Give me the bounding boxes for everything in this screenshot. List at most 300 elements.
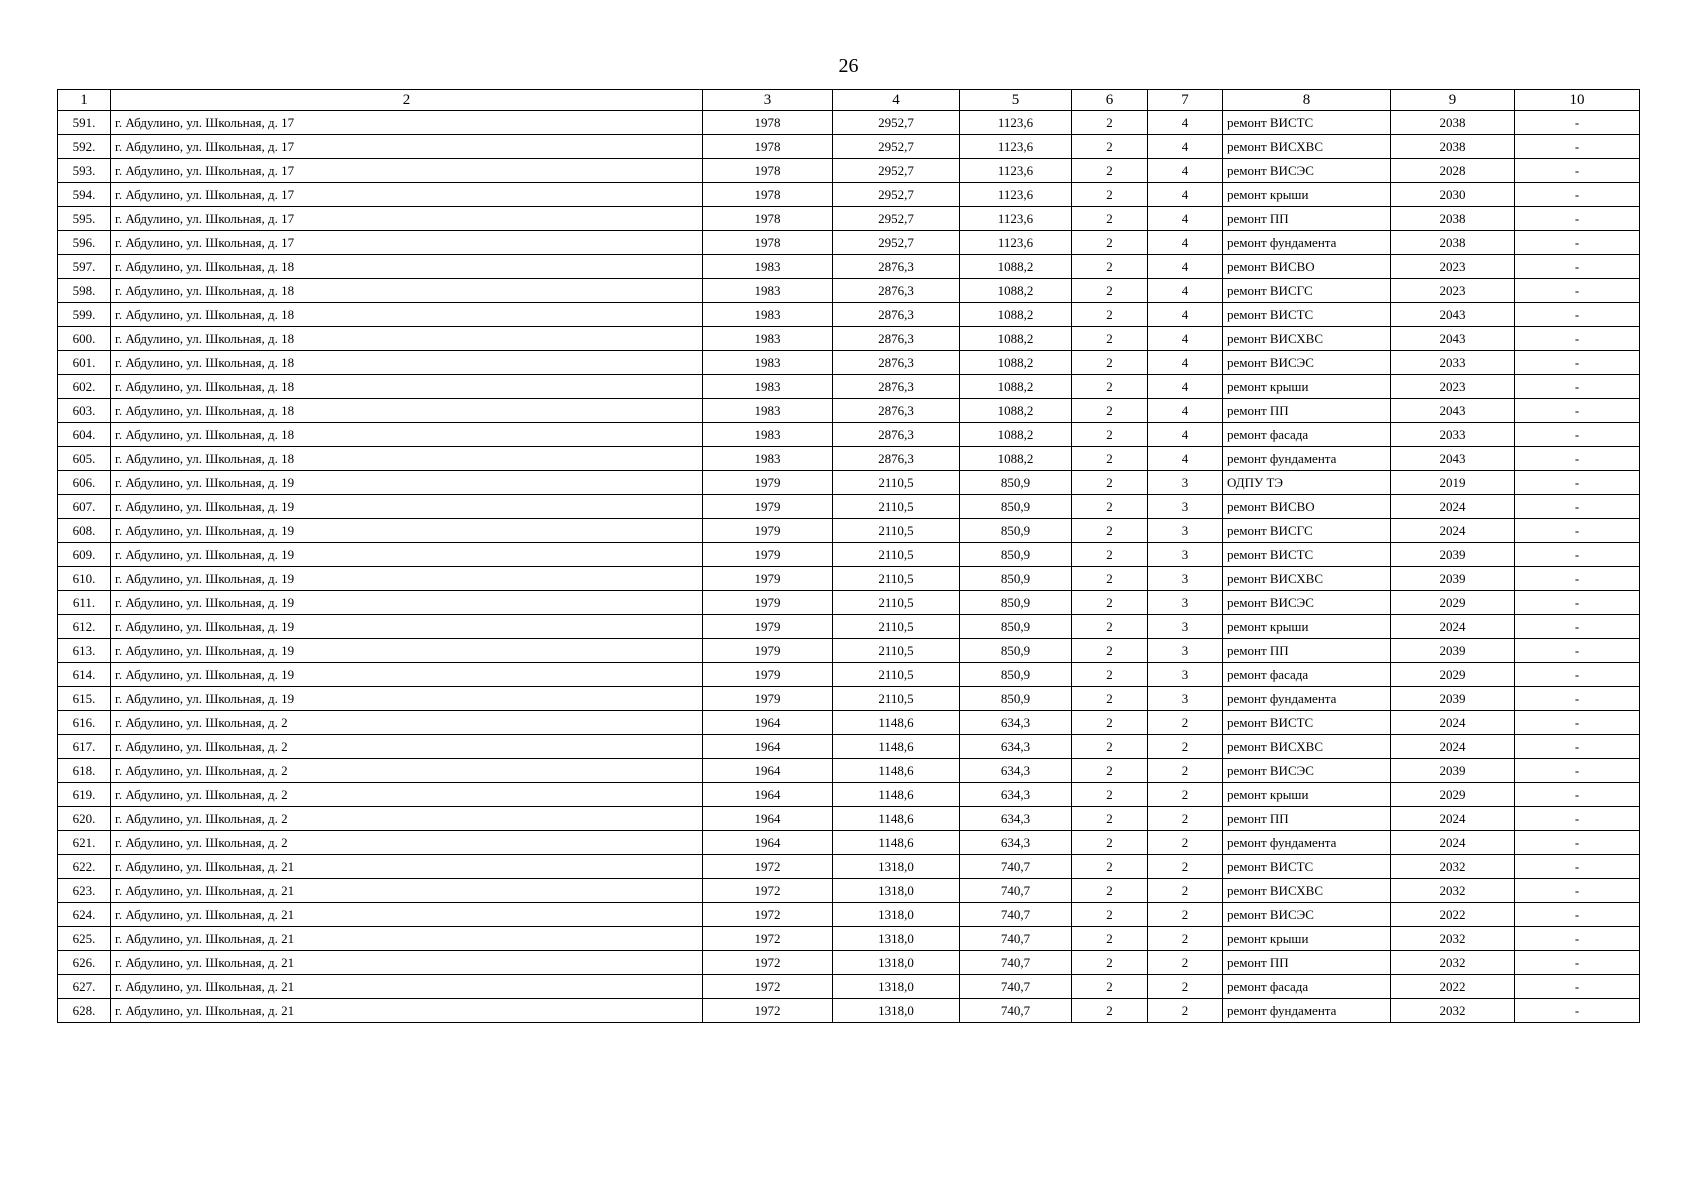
cell-col-10-value: - [1515, 159, 1640, 183]
cell-work-type: ремонт ПП [1223, 399, 1391, 423]
table-body [58, 111, 1640, 1023]
cell-col-6-value: 2 [1072, 951, 1148, 975]
cell-planned-year: 2038 [1391, 135, 1515, 159]
cell-living-area: 1088,2 [960, 423, 1072, 447]
cell-col-7-value: 4 [1148, 303, 1223, 327]
cell-col-7-value: 2 [1148, 807, 1223, 831]
table-row [58, 375, 1640, 399]
cell-living-area: 1088,2 [960, 447, 1072, 471]
cell-col-10-value: - [1515, 303, 1640, 327]
cell-col-6-value: 2 [1072, 471, 1148, 495]
cell-col-6-value: 2 [1072, 591, 1148, 615]
cell-planned-year: 2024 [1391, 519, 1515, 543]
table-row [58, 135, 1640, 159]
cell-total-area: 2952,7 [833, 207, 960, 231]
column-header-2: 2 [111, 90, 703, 111]
cell-work-type: ремонт фундамента [1223, 447, 1391, 471]
cell-work-type: ремонт ВИСХВС [1223, 879, 1391, 903]
cell-planned-year: 2039 [1391, 639, 1515, 663]
cell-total-area: 1148,6 [833, 711, 960, 735]
cell-row-number: 599. [58, 303, 111, 327]
cell-col-7-value: 2 [1148, 927, 1223, 951]
cell-living-area: 634,3 [960, 783, 1072, 807]
cell-col-7-value: 4 [1148, 375, 1223, 399]
cell-total-area: 1318,0 [833, 975, 960, 999]
cell-row-number: 601. [58, 351, 111, 375]
cell-address: г. Абдулино, ул. Школьная, д. 21 [111, 999, 703, 1023]
cell-living-area: 634,3 [960, 807, 1072, 831]
cell-row-number: 616. [58, 711, 111, 735]
cell-year-built: 1979 [703, 567, 833, 591]
cell-living-area: 850,9 [960, 615, 1072, 639]
cell-work-type: ремонт фундамента [1223, 231, 1391, 255]
cell-col-10-value: - [1515, 783, 1640, 807]
cell-row-number: 603. [58, 399, 111, 423]
cell-col-6-value: 2 [1072, 159, 1148, 183]
cell-living-area: 1123,6 [960, 207, 1072, 231]
cell-year-built: 1964 [703, 807, 833, 831]
cell-planned-year: 2033 [1391, 423, 1515, 447]
table-row [58, 207, 1640, 231]
cell-planned-year: 2029 [1391, 591, 1515, 615]
cell-year-built: 1964 [703, 783, 833, 807]
cell-living-area: 850,9 [960, 519, 1072, 543]
cell-year-built: 1983 [703, 303, 833, 327]
table-row [58, 879, 1640, 903]
cell-total-area: 1148,6 [833, 807, 960, 831]
cell-living-area: 1123,6 [960, 111, 1072, 135]
table-row [58, 951, 1640, 975]
cell-row-number: 611. [58, 591, 111, 615]
cell-planned-year: 2029 [1391, 663, 1515, 687]
cell-row-number: 609. [58, 543, 111, 567]
cell-year-built: 1964 [703, 759, 833, 783]
cell-year-built: 1972 [703, 855, 833, 879]
cell-col-10-value: - [1515, 183, 1640, 207]
cell-work-type: ремонт ВИСХВС [1223, 735, 1391, 759]
cell-address: г. Абдулино, ул. Школьная, д. 19 [111, 639, 703, 663]
cell-planned-year: 2024 [1391, 831, 1515, 855]
cell-planned-year: 2023 [1391, 375, 1515, 399]
cell-year-built: 1979 [703, 519, 833, 543]
cell-work-type: ремонт фасада [1223, 423, 1391, 447]
cell-col-7-value: 2 [1148, 999, 1223, 1023]
cell-total-area: 2876,3 [833, 447, 960, 471]
cell-planned-year: 2033 [1391, 351, 1515, 375]
cell-year-built: 1983 [703, 327, 833, 351]
cell-col-6-value: 2 [1072, 351, 1148, 375]
cell-col-6-value: 2 [1072, 927, 1148, 951]
cell-address: г. Абдулино, ул. Школьная, д. 17 [111, 183, 703, 207]
cell-living-area: 850,9 [960, 471, 1072, 495]
cell-year-built: 1979 [703, 495, 833, 519]
cell-address: г. Абдулино, ул. Школьная, д. 19 [111, 519, 703, 543]
cell-col-10-value: - [1515, 663, 1640, 687]
column-header-5: 5 [960, 90, 1072, 111]
cell-year-built: 1979 [703, 615, 833, 639]
cell-work-type: ремонт ВИСЭС [1223, 159, 1391, 183]
cell-col-7-value: 3 [1148, 519, 1223, 543]
cell-address: г. Абдулино, ул. Школьная, д. 18 [111, 423, 703, 447]
cell-col-6-value: 2 [1072, 759, 1148, 783]
cell-planned-year: 2024 [1391, 735, 1515, 759]
cell-row-number: 625. [58, 927, 111, 951]
cell-living-area: 1123,6 [960, 135, 1072, 159]
cell-address: г. Абдулино, ул. Школьная, д. 17 [111, 207, 703, 231]
cell-row-number: 593. [58, 159, 111, 183]
cell-col-10-value: - [1515, 231, 1640, 255]
cell-planned-year: 2024 [1391, 615, 1515, 639]
cell-living-area: 1123,6 [960, 159, 1072, 183]
cell-living-area: 850,9 [960, 567, 1072, 591]
table-row [58, 759, 1640, 783]
cell-address: г. Абдулино, ул. Школьная, д. 17 [111, 111, 703, 135]
cell-year-built: 1978 [703, 135, 833, 159]
cell-col-6-value: 2 [1072, 855, 1148, 879]
cell-work-type: ремонт ВИСХВС [1223, 327, 1391, 351]
cell-address: г. Абдулино, ул. Школьная, д. 21 [111, 903, 703, 927]
cell-col-7-value: 4 [1148, 183, 1223, 207]
cell-year-built: 1979 [703, 687, 833, 711]
cell-planned-year: 2039 [1391, 543, 1515, 567]
column-header-3: 3 [703, 90, 833, 111]
column-header-9: 9 [1391, 90, 1515, 111]
cell-col-10-value: - [1515, 399, 1640, 423]
cell-col-6-value: 2 [1072, 831, 1148, 855]
cell-total-area: 1318,0 [833, 951, 960, 975]
table-row [58, 975, 1640, 999]
cell-address: г. Абдулино, ул. Школьная, д. 18 [111, 255, 703, 279]
table-row [58, 423, 1640, 447]
cell-work-type: ремонт крыши [1223, 615, 1391, 639]
cell-total-area: 2876,3 [833, 303, 960, 327]
cell-year-built: 1978 [703, 207, 833, 231]
cell-total-area: 2952,7 [833, 159, 960, 183]
cell-col-10-value: - [1515, 135, 1640, 159]
cell-col-6-value: 2 [1072, 663, 1148, 687]
cell-address: г. Абдулино, ул. Школьная, д. 21 [111, 927, 703, 951]
cell-address: г. Абдулино, ул. Школьная, д. 18 [111, 399, 703, 423]
cell-col-7-value: 2 [1148, 711, 1223, 735]
cell-address: г. Абдулино, ул. Школьная, д. 18 [111, 447, 703, 471]
cell-year-built: 1972 [703, 927, 833, 951]
cell-living-area: 634,3 [960, 759, 1072, 783]
cell-address: г. Абдулино, ул. Школьная, д. 2 [111, 711, 703, 735]
column-header-4: 4 [833, 90, 960, 111]
cell-planned-year: 2024 [1391, 807, 1515, 831]
table-row [58, 159, 1640, 183]
cell-total-area: 2110,5 [833, 567, 960, 591]
cell-total-area: 2876,3 [833, 375, 960, 399]
cell-col-7-value: 4 [1148, 279, 1223, 303]
cell-total-area: 2110,5 [833, 615, 960, 639]
cell-living-area: 740,7 [960, 903, 1072, 927]
cell-work-type: ремонт ВИСЭС [1223, 759, 1391, 783]
cell-living-area: 740,7 [960, 879, 1072, 903]
cell-row-number: 620. [58, 807, 111, 831]
cell-total-area: 1148,6 [833, 759, 960, 783]
cell-year-built: 1978 [703, 111, 833, 135]
cell-address: г. Абдулино, ул. Школьная, д. 19 [111, 567, 703, 591]
cell-living-area: 740,7 [960, 951, 1072, 975]
cell-col-7-value: 2 [1148, 759, 1223, 783]
repair-schedule-table [57, 89, 1640, 1023]
cell-col-6-value: 2 [1072, 399, 1148, 423]
cell-year-built: 1978 [703, 183, 833, 207]
cell-total-area: 2110,5 [833, 471, 960, 495]
cell-year-built: 1979 [703, 639, 833, 663]
table-row [58, 639, 1640, 663]
cell-living-area: 850,9 [960, 687, 1072, 711]
cell-row-number: 608. [58, 519, 111, 543]
cell-living-area: 740,7 [960, 999, 1072, 1023]
cell-address: г. Абдулино, ул. Школьная, д. 2 [111, 735, 703, 759]
cell-col-7-value: 2 [1148, 831, 1223, 855]
header-row [58, 90, 1640, 111]
cell-planned-year: 2032 [1391, 951, 1515, 975]
cell-row-number: 613. [58, 639, 111, 663]
cell-total-area: 2876,3 [833, 255, 960, 279]
cell-year-built: 1978 [703, 159, 833, 183]
cell-total-area: 1318,0 [833, 855, 960, 879]
cell-row-number: 595. [58, 207, 111, 231]
cell-col-10-value: - [1515, 879, 1640, 903]
cell-row-number: 628. [58, 999, 111, 1023]
cell-work-type: ремонт ПП [1223, 951, 1391, 975]
cell-col-7-value: 4 [1148, 327, 1223, 351]
cell-col-10-value: - [1515, 519, 1640, 543]
cell-planned-year: 2043 [1391, 447, 1515, 471]
cell-year-built: 1983 [703, 423, 833, 447]
cell-total-area: 1148,6 [833, 831, 960, 855]
cell-planned-year: 2039 [1391, 759, 1515, 783]
cell-planned-year: 2039 [1391, 567, 1515, 591]
table-row [58, 519, 1640, 543]
table-row [58, 183, 1640, 207]
cell-col-7-value: 3 [1148, 591, 1223, 615]
cell-work-type: ремонт ВИСТС [1223, 543, 1391, 567]
cell-planned-year: 2024 [1391, 495, 1515, 519]
cell-address: г. Абдулино, ул. Школьная, д. 18 [111, 327, 703, 351]
cell-col-7-value: 3 [1148, 663, 1223, 687]
cell-year-built: 1964 [703, 711, 833, 735]
cell-col-6-value: 2 [1072, 447, 1148, 471]
cell-col-7-value: 4 [1148, 159, 1223, 183]
cell-planned-year: 2032 [1391, 999, 1515, 1023]
cell-work-type: ремонт крыши [1223, 927, 1391, 951]
cell-year-built: 1979 [703, 471, 833, 495]
cell-total-area: 2110,5 [833, 663, 960, 687]
cell-living-area: 850,9 [960, 495, 1072, 519]
cell-work-type: ремонт ВИСХВС [1223, 567, 1391, 591]
cell-planned-year: 2023 [1391, 279, 1515, 303]
table-row [58, 663, 1640, 687]
cell-row-number: 600. [58, 327, 111, 351]
cell-row-number: 612. [58, 615, 111, 639]
cell-row-number: 618. [58, 759, 111, 783]
cell-year-built: 1972 [703, 975, 833, 999]
cell-col-10-value: - [1515, 927, 1640, 951]
cell-col-10-value: - [1515, 831, 1640, 855]
cell-work-type: ремонт ВИСГС [1223, 279, 1391, 303]
table-row [58, 855, 1640, 879]
table-row [58, 687, 1640, 711]
cell-row-number: 592. [58, 135, 111, 159]
cell-year-built: 1972 [703, 999, 833, 1023]
table-row [58, 831, 1640, 855]
cell-year-built: 1964 [703, 831, 833, 855]
cell-col-7-value: 3 [1148, 567, 1223, 591]
cell-address: г. Абдулино, ул. Школьная, д. 21 [111, 855, 703, 879]
cell-row-number: 622. [58, 855, 111, 879]
cell-planned-year: 2043 [1391, 399, 1515, 423]
cell-col-7-value: 2 [1148, 951, 1223, 975]
cell-planned-year: 2043 [1391, 303, 1515, 327]
cell-col-6-value: 2 [1072, 567, 1148, 591]
cell-planned-year: 2029 [1391, 783, 1515, 807]
table-row [58, 327, 1640, 351]
cell-planned-year: 2023 [1391, 255, 1515, 279]
cell-total-area: 2876,3 [833, 351, 960, 375]
cell-col-7-value: 4 [1148, 135, 1223, 159]
cell-address: г. Абдулино, ул. Школьная, д. 19 [111, 495, 703, 519]
cell-living-area: 1123,6 [960, 183, 1072, 207]
cell-work-type: ремонт ВИСХВС [1223, 135, 1391, 159]
cell-year-built: 1983 [703, 351, 833, 375]
cell-address: г. Абдулино, ул. Школьная, д. 19 [111, 591, 703, 615]
cell-planned-year: 2030 [1391, 183, 1515, 207]
cell-col-7-value: 2 [1148, 783, 1223, 807]
cell-row-number: 623. [58, 879, 111, 903]
cell-col-7-value: 2 [1148, 735, 1223, 759]
cell-planned-year: 2019 [1391, 471, 1515, 495]
cell-col-6-value: 2 [1072, 255, 1148, 279]
cell-planned-year: 2024 [1391, 711, 1515, 735]
cell-living-area: 1088,2 [960, 279, 1072, 303]
cell-col-6-value: 2 [1072, 543, 1148, 567]
cell-work-type: ремонт ВИСТС [1223, 855, 1391, 879]
cell-row-number: 610. [58, 567, 111, 591]
cell-col-6-value: 2 [1072, 207, 1148, 231]
cell-col-10-value: - [1515, 759, 1640, 783]
cell-year-built: 1983 [703, 399, 833, 423]
cell-col-10-value: - [1515, 447, 1640, 471]
cell-row-number: 604. [58, 423, 111, 447]
cell-col-7-value: 2 [1148, 903, 1223, 927]
cell-total-area: 1318,0 [833, 927, 960, 951]
cell-col-10-value: - [1515, 903, 1640, 927]
cell-col-10-value: - [1515, 615, 1640, 639]
cell-year-built: 1983 [703, 279, 833, 303]
cell-row-number: 614. [58, 663, 111, 687]
cell-col-10-value: - [1515, 495, 1640, 519]
cell-year-built: 1972 [703, 903, 833, 927]
cell-planned-year: 2028 [1391, 159, 1515, 183]
table-row [58, 495, 1640, 519]
table-row [58, 255, 1640, 279]
cell-col-6-value: 2 [1072, 375, 1148, 399]
cell-col-6-value: 2 [1072, 495, 1148, 519]
cell-col-10-value: - [1515, 543, 1640, 567]
column-header-8: 8 [1223, 90, 1391, 111]
cell-col-6-value: 2 [1072, 615, 1148, 639]
cell-col-10-value: - [1515, 711, 1640, 735]
cell-address: г. Абдулино, ул. Школьная, д. 18 [111, 351, 703, 375]
cell-total-area: 1148,6 [833, 783, 960, 807]
table-row [58, 543, 1640, 567]
cell-col-10-value: - [1515, 111, 1640, 135]
cell-address: г. Абдулино, ул. Школьная, д. 19 [111, 615, 703, 639]
cell-address: г. Абдулино, ул. Школьная, д. 2 [111, 783, 703, 807]
cell-col-10-value: - [1515, 351, 1640, 375]
cell-row-number: 621. [58, 831, 111, 855]
cell-total-area: 2876,3 [833, 399, 960, 423]
cell-col-6-value: 2 [1072, 807, 1148, 831]
cell-total-area: 2876,3 [833, 279, 960, 303]
cell-col-6-value: 2 [1072, 231, 1148, 255]
table-row [58, 111, 1640, 135]
table-row [58, 303, 1640, 327]
cell-work-type: ремонт фундамента [1223, 687, 1391, 711]
cell-col-6-value: 2 [1072, 879, 1148, 903]
cell-total-area: 2952,7 [833, 135, 960, 159]
cell-total-area: 1148,6 [833, 735, 960, 759]
cell-col-10-value: - [1515, 735, 1640, 759]
table-row [58, 783, 1640, 807]
cell-col-6-value: 2 [1072, 975, 1148, 999]
cell-total-area: 2110,5 [833, 687, 960, 711]
table-row [58, 399, 1640, 423]
cell-col-6-value: 2 [1072, 303, 1148, 327]
cell-col-7-value: 4 [1148, 111, 1223, 135]
cell-col-6-value: 2 [1072, 999, 1148, 1023]
cell-col-10-value: - [1515, 639, 1640, 663]
cell-col-7-value: 3 [1148, 471, 1223, 495]
cell-address: г. Абдулино, ул. Школьная, д. 2 [111, 759, 703, 783]
cell-row-number: 607. [58, 495, 111, 519]
table-row [58, 903, 1640, 927]
table-row [58, 567, 1640, 591]
cell-address: г. Абдулино, ул. Школьная, д. 19 [111, 663, 703, 687]
cell-work-type: ремонт крыши [1223, 375, 1391, 399]
cell-row-number: 624. [58, 903, 111, 927]
cell-year-built: 1983 [703, 447, 833, 471]
cell-col-7-value: 4 [1148, 231, 1223, 255]
cell-col-6-value: 2 [1072, 783, 1148, 807]
cell-living-area: 850,9 [960, 543, 1072, 567]
cell-col-7-value: 4 [1148, 447, 1223, 471]
cell-col-6-value: 2 [1072, 735, 1148, 759]
column-header-10: 10 [1515, 90, 1640, 111]
cell-address: г. Абдулино, ул. Школьная, д. 21 [111, 951, 703, 975]
cell-work-type: ремонт фундамента [1223, 831, 1391, 855]
cell-work-type: ремонт ПП [1223, 807, 1391, 831]
cell-address: г. Абдулино, ул. Школьная, д. 21 [111, 975, 703, 999]
cell-col-7-value: 4 [1148, 351, 1223, 375]
cell-col-10-value: - [1515, 375, 1640, 399]
cell-col-6-value: 2 [1072, 135, 1148, 159]
cell-work-type: ремонт ВИСЭС [1223, 903, 1391, 927]
column-header-7: 7 [1148, 90, 1223, 111]
cell-living-area: 1088,2 [960, 303, 1072, 327]
cell-planned-year: 2022 [1391, 975, 1515, 999]
cell-col-7-value: 4 [1148, 255, 1223, 279]
cell-col-6-value: 2 [1072, 183, 1148, 207]
cell-living-area: 740,7 [960, 855, 1072, 879]
cell-living-area: 850,9 [960, 639, 1072, 663]
cell-col-6-value: 2 [1072, 639, 1148, 663]
cell-year-built: 1979 [703, 543, 833, 567]
